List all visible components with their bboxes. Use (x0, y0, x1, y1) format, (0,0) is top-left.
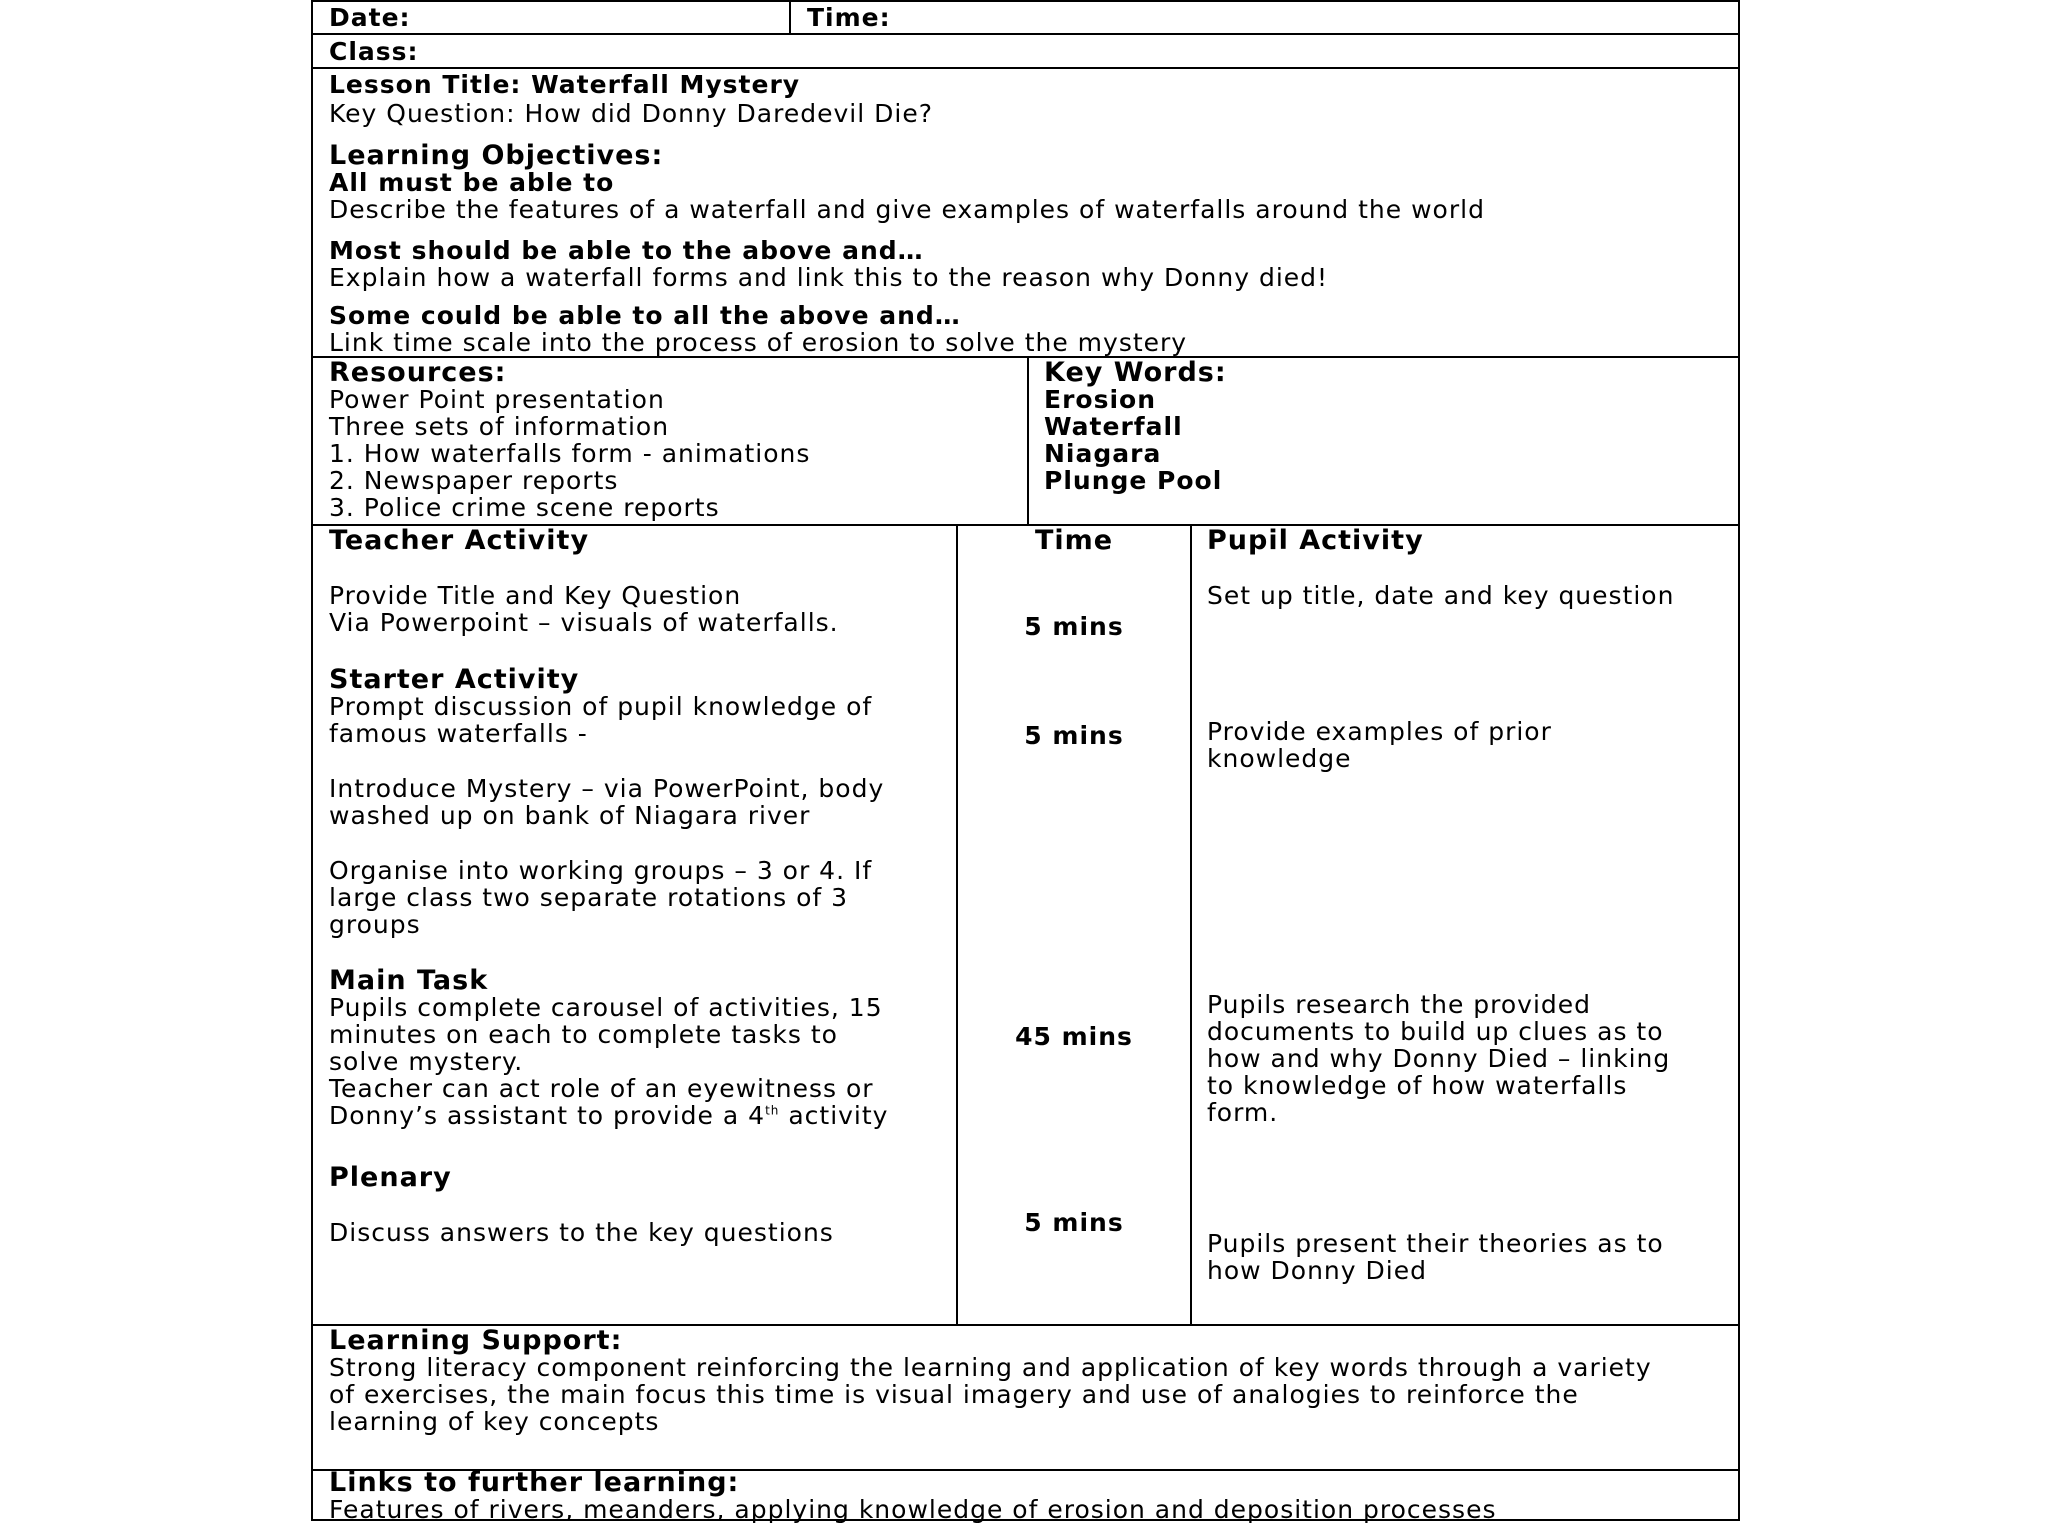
intro-pupil: Set up title, date and key question (1207, 581, 1675, 610)
objectives-heading: Learning Objectives: (329, 140, 664, 171)
main-task-line: minutes on each to complete tasks to (329, 1020, 838, 1049)
some-text: Link time scale into the process of erosion to solve the mystery (329, 328, 1188, 357)
plenary-line: Discuss answers to the key questions (329, 1218, 834, 1247)
time-header: Time (1034, 525, 1114, 556)
further-learning-row (313, 1467, 1738, 1524)
some-heading: Some could be able to all the above and… (329, 301, 961, 330)
starter-line: famous waterfalls - (329, 719, 588, 748)
most-text: Explain how a waterfall forms and link this to the reason why Donny died! (329, 263, 1329, 292)
starter-pupil: Provide examples of prior (1207, 717, 1552, 746)
activity-section (313, 526, 1738, 1326)
starter-pupil: knowledge (1207, 744, 1352, 773)
intro-line: Via Powerpoint – visuals of waterfalls. (329, 608, 839, 637)
pupil-activity-header: Pupil Activity (1207, 525, 1424, 556)
intro-time: 5 mins (1024, 612, 1124, 641)
lesson-title: Lesson Title: Waterfall Mystery (329, 70, 801, 99)
groups-line: large class two separate rotations of 3 (329, 883, 849, 912)
plenary-pupil: Pupils present their theories as to (1207, 1229, 1664, 1258)
learning-support-text: Strong literacy component reinforcing the learning and application of key words through a variety (329, 1353, 1652, 1382)
all-heading: All must be able to (329, 168, 615, 197)
main-task-line: Teacher can act role of an eyewitness or (329, 1074, 874, 1103)
keyword-item: Erosion (1044, 385, 1157, 414)
main-task-time: 45 mins (1015, 1022, 1133, 1051)
class-row (313, 35, 1738, 69)
resource-item: Three sets of information (329, 412, 670, 441)
learning-support-heading: Learning Support: (329, 1325, 623, 1356)
further-learning-heading: Links to further learning: (329, 1467, 740, 1498)
plenary-time: 5 mins (1024, 1208, 1124, 1237)
lesson-section (313, 69, 1738, 358)
main-task-heading: Main Task (329, 965, 489, 996)
groups-line: groups (329, 910, 421, 939)
time-label: Time: (807, 3, 891, 32)
keywords-heading: Key Words: (1044, 357, 1227, 388)
date-time-row (313, 2, 1738, 35)
all-text: Describe the features of a waterfall and give examples of waterfalls around the world (329, 195, 1485, 224)
starter-heading: Starter Activity (329, 664, 580, 695)
keywords-list (1044, 386, 1222, 494)
resource-item: 3. Police crime scene reports (329, 493, 720, 522)
lesson-plan-table (311, 0, 1740, 1524)
learning-support-row (313, 1326, 1738, 1471)
keyword-item: Niagara (1044, 439, 1162, 468)
resource-item: 2. Newspaper reports (329, 466, 619, 495)
class-label: Class: (329, 37, 419, 66)
main-task-line: Donny’s assistant to provide a 4th activity (329, 1101, 889, 1130)
main-task-line: Pupils complete carousel of activities, 15 (329, 993, 883, 1022)
teacher-activity-header: Teacher Activity (329, 525, 590, 556)
starter-line: Prompt discussion of pupil knowledge of (329, 692, 873, 721)
resource-item: 1. How waterfalls form - animations (329, 439, 811, 468)
learning-support-text: learning of key concepts (329, 1407, 660, 1436)
groups-line: Organise into working groups – 3 or 4. If (329, 856, 873, 885)
keyword-item: Plunge Pool (1044, 466, 1223, 495)
keyword-item: Waterfall (1044, 412, 1183, 441)
mystery-line: Introduce Mystery – via PowerPoint, body (329, 774, 885, 803)
further-learning-text: Features of rivers, meanders, applying knowledge of erosion and deposition processes (329, 1495, 1497, 1524)
resources-heading: Resources: (329, 357, 507, 388)
resources-keywords-row (313, 358, 1738, 526)
date-label: Date: (329, 3, 411, 32)
plenary-heading: Plenary (329, 1162, 452, 1193)
main-task-pupil: Pupils research the provided documents to build up clues as to how and why Donny Died – linking to knowledge of how waterfalls form. (1207, 990, 1671, 1127)
resources-list (329, 386, 810, 521)
main-task-line: solve mystery. (329, 1047, 524, 1076)
mystery-line: washed up on bank of Niagara river (329, 801, 811, 830)
key-question: Key Question: How did Donny Daredevil Die? (329, 99, 933, 128)
most-heading: Most should be able to the above and… (329, 236, 924, 265)
plenary-pupil: how Donny Died (1207, 1256, 1427, 1285)
intro-line: Provide Title and Key Question (329, 581, 742, 610)
learning-support-text: of exercises, the main focus this time is visual imagery and use of analogies to reinforce the (329, 1380, 1579, 1409)
starter-time: 5 mins (1024, 721, 1124, 750)
resource-item: Power Point presentation (329, 385, 665, 414)
